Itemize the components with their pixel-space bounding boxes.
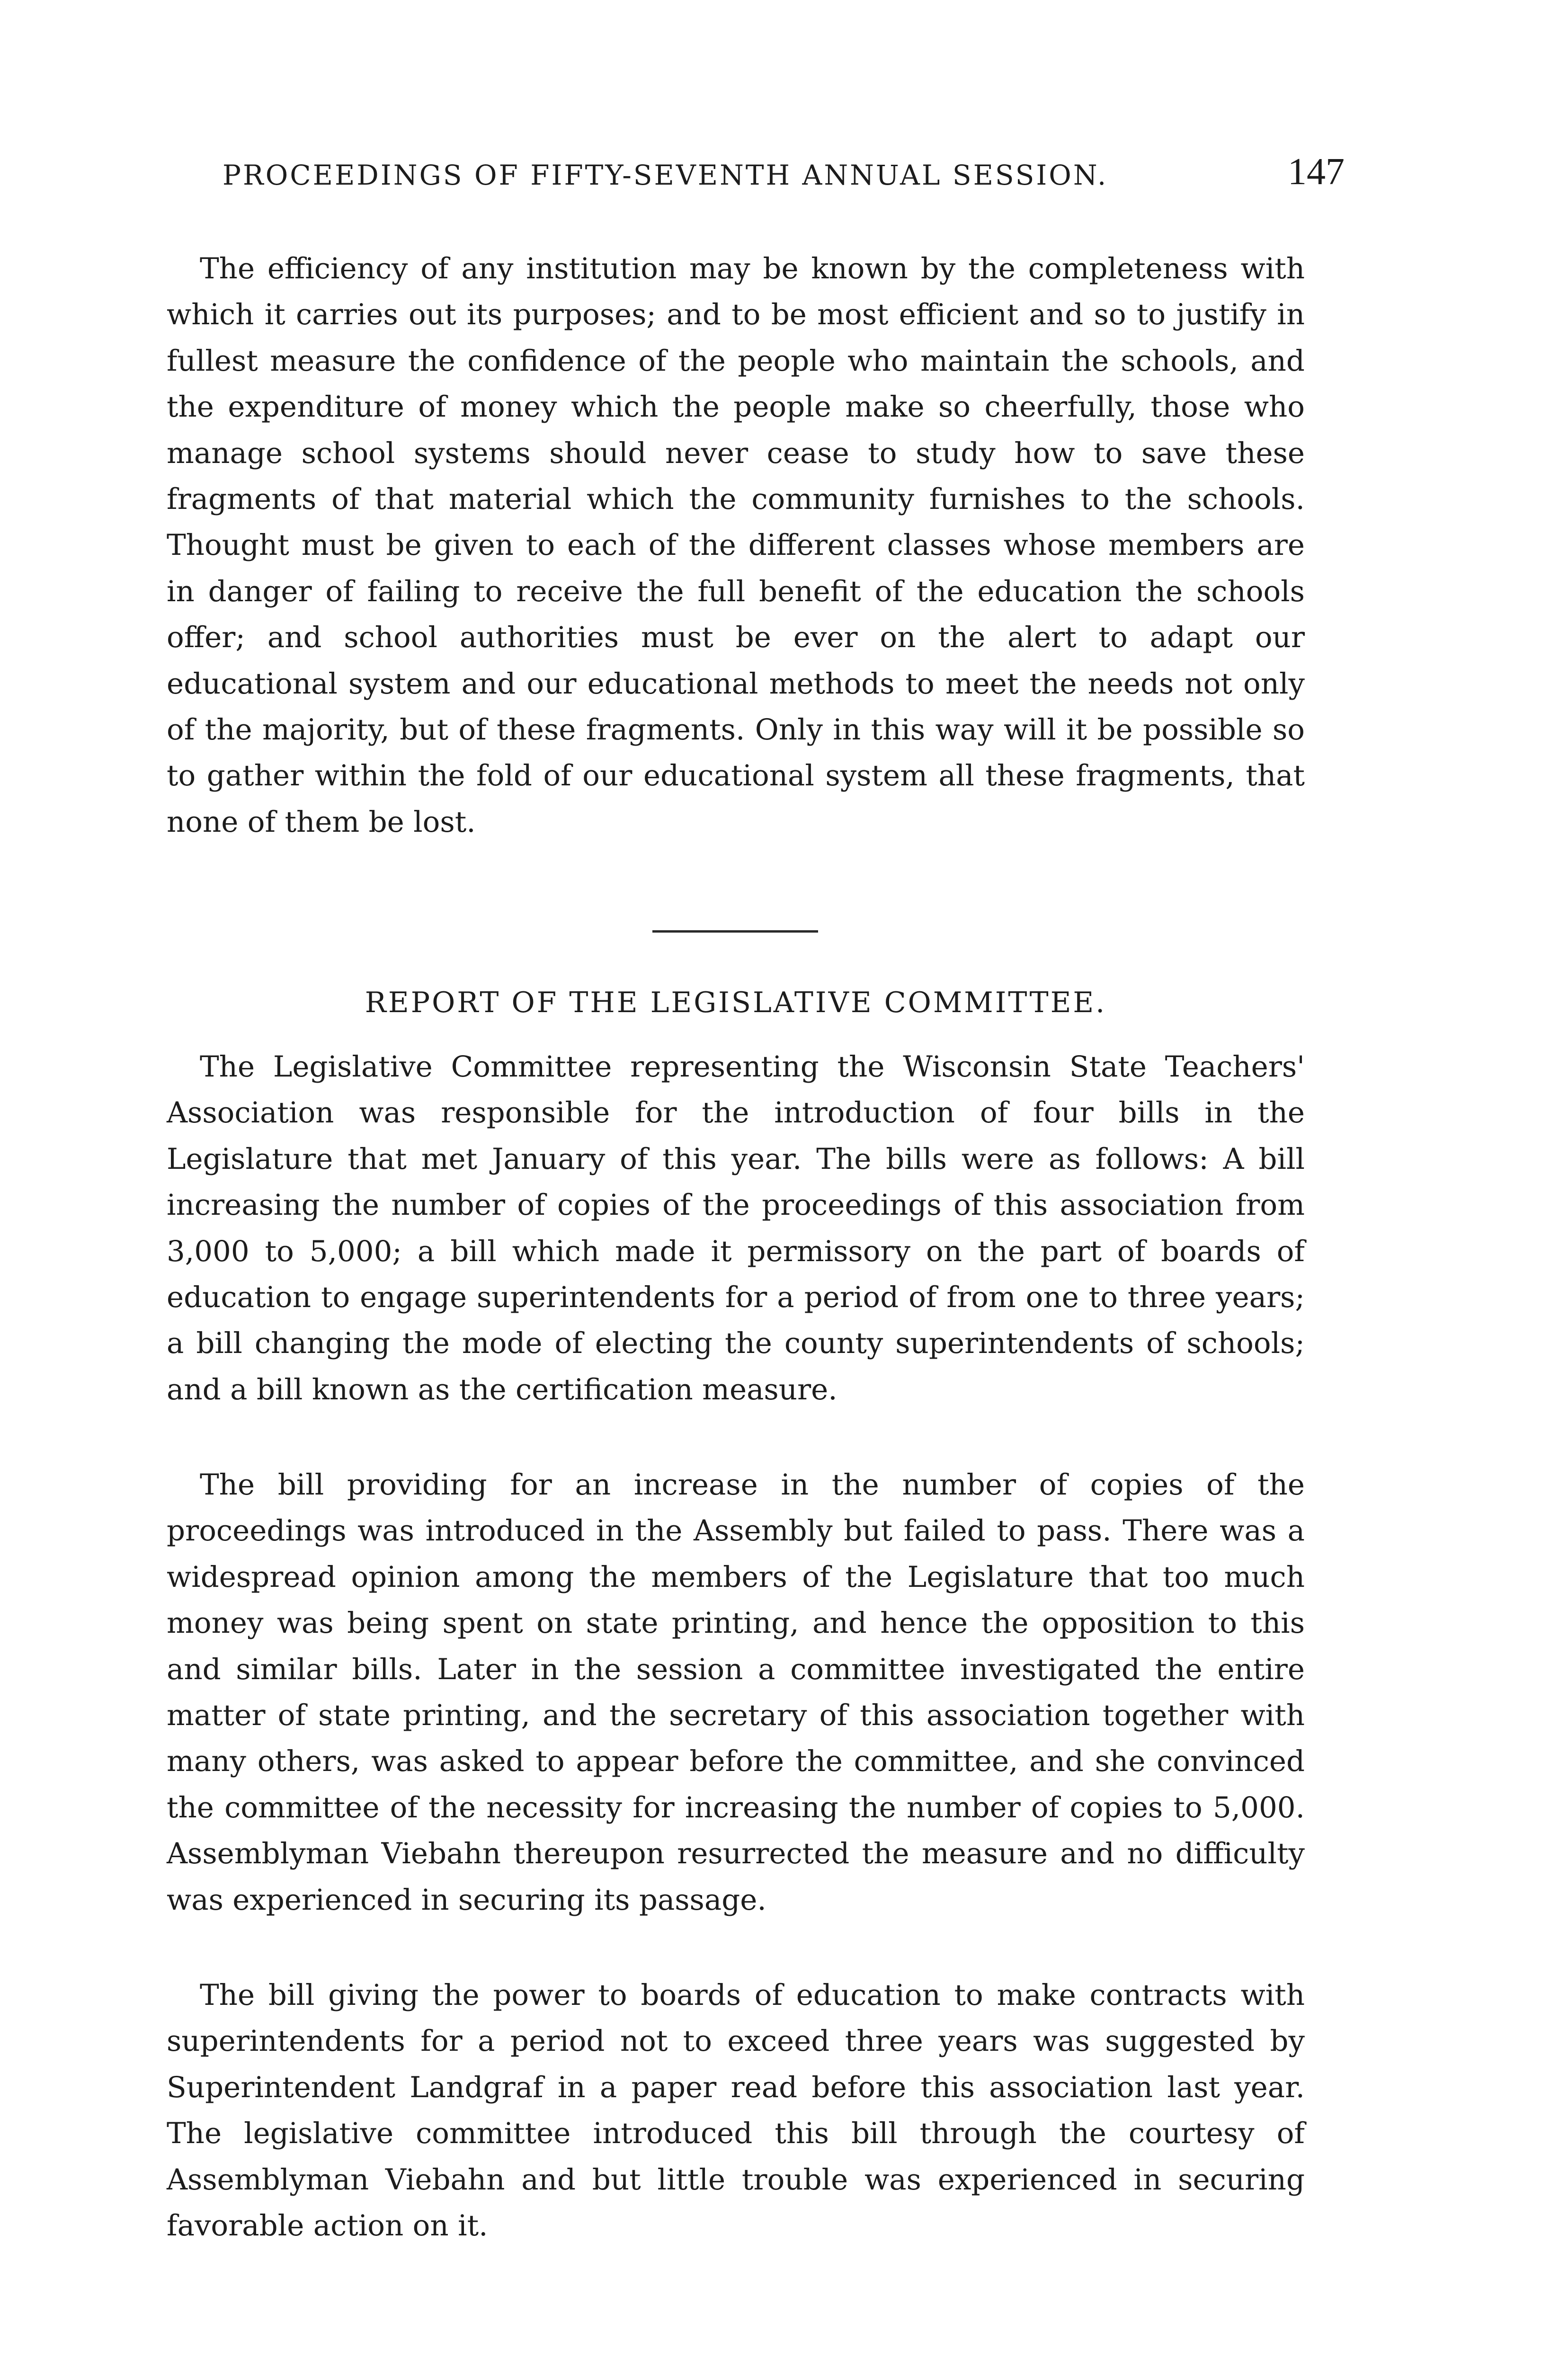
section-heading: REPORT OF THE LEGISLATIVE COMMITTEE. bbox=[365, 986, 1107, 1019]
paragraph-proceedings-bill: The bill providing for an increase in the number of copies of the proceedings was introduced in the Assembly but failed to pass. There was a widespread opinion among the members of the Legislature that too much money was being spent on state printing, and hence the opposition to this and similar bills. Later in the session a committee investigated the entire matter of state printing, and the secretary of this association together with many others, was asked to appear before the committee, and she convinced the committee of the necessity for increasing the number of copies to 5,000. Assemblyman Viebahn thereupon resurrected the measure and no difficulty was experienced in securing its passage. bbox=[167, 1468, 1305, 1917]
running-title: PROCEEDINGS OF FIFTY-SEVENTH ANNUAL SESSION. bbox=[223, 159, 1108, 191]
paragraph-contracts-bill: The bill giving the power to boards of education to make contracts with superintendents for a period not to exceed three years was suggested by Superintendent Landgraf in a paper read before this association last year. The legislative committee introduced this bill through the courtesy of Assemblyman Viebahn and but little trouble was experienced in securing favorable action on it. bbox=[167, 1978, 1305, 2243]
page-number: 147 bbox=[1288, 151, 1345, 193]
running-head bbox=[223, 151, 1359, 203]
paragraph-efficiency: The efficiency of any institution may be known by the completeness with which it carries out its purposes; and to be most efficient and so to justify in fullest measure the confidence of the people who maintain the schools, and the expenditure of money which the people make so cheerfully, those who manage school systems should never cease to study how to save these fragments of that material which the community furnishes to the schools. Thought must be given to each of the different classes whose members are in danger of failing to receive the full benefit of the education the schools offer; and school authorities must be ever on the alert to adapt our educational system and our educational methods to meet the needs not only of the majority, but of these fragments. Only in this way will it be possible so to gather within the fold of our educational system all these fragments, that none of them be lost. bbox=[167, 252, 1305, 839]
section-divider bbox=[652, 930, 818, 933]
paragraph-committee-bills: The Legislative Committee representing the Wisconsin State Teachers' Association was responsible for the introduction of four bills in the Legislature that met January of this year. The bills were as follows: A bill increasing the number of copies of the proceedings of this association from 3,000 to 5,000; a bill which made it permissory on the part of boards of education to engage superintendents for a period of from one to three years; a bill changing the mode of electing the county superintendents of schools; and a bill known as the certification measure. bbox=[167, 1050, 1305, 1406]
